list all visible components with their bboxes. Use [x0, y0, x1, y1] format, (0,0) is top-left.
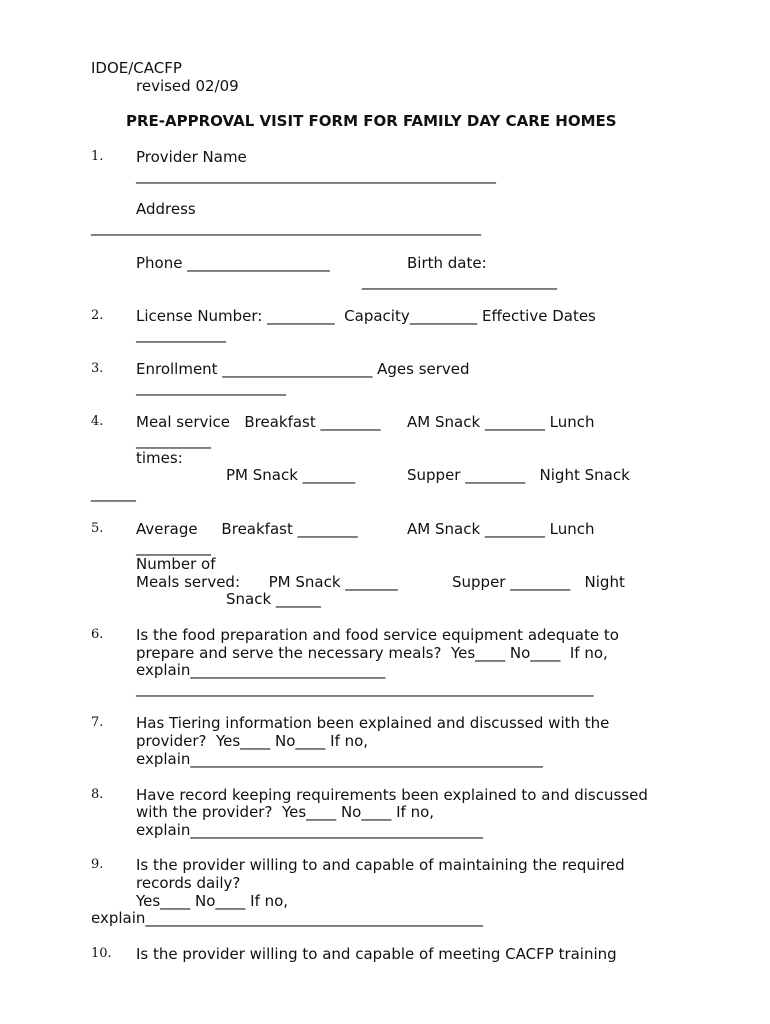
average-lunch-field[interactable]: __________: [136, 538, 211, 556]
question-6-line-2[interactable]: prepare and serve the necessary meals? Yes____ No____ If no,: [136, 644, 608, 662]
meal-service-pm-snack[interactable]: PM Snack _______: [226, 466, 356, 484]
item-number-3: 3.: [91, 361, 104, 376]
question-6-line-1: Is the food preparation and food service equipment adequate to: [136, 626, 619, 644]
average-meals-served-pm[interactable]: Meals served: PM Snack _______: [136, 573, 398, 591]
address-label: Address: [136, 200, 196, 218]
item-number-4: 4.: [91, 414, 104, 429]
meal-service-supper-night[interactable]: Supper ________ Night Snack: [407, 466, 630, 484]
ages-served-field[interactable]: ____________________: [136, 378, 286, 396]
meal-service-breakfast[interactable]: Meal service Breakfast ________: [136, 413, 381, 431]
item-number-7: 7.: [91, 715, 104, 730]
item-number-1: 1.: [91, 149, 104, 164]
header-org: IDOE/CACFP: [91, 59, 182, 77]
meal-service-times-label: times:: [136, 449, 183, 467]
license-capacity-row[interactable]: License Number: _________ Capacity_________ Effective Dates: [136, 307, 596, 325]
question-6-explain[interactable]: explain__________________________: [136, 661, 386, 679]
effective-dates-field[interactable]: ____________: [136, 325, 226, 343]
question-9-line-1: Is the provider willing to and capable of maintaining the required: [136, 856, 625, 874]
provider-name-field[interactable]: ________________________________________________: [136, 166, 496, 184]
item-number-6: 6.: [91, 627, 104, 642]
average-breakfast[interactable]: Average Breakfast ________: [136, 520, 358, 538]
question-9-yes-no[interactable]: Yes____ No____ If no,: [136, 892, 289, 910]
question-8-explain[interactable]: explain_______________________________________: [136, 821, 483, 839]
average-supper-night[interactable]: Supper ________ Night: [452, 573, 625, 591]
enrollment-row[interactable]: Enrollment ____________________ Ages served: [136, 360, 470, 378]
item-number-2: 2.: [91, 308, 104, 323]
item-number-10: 10.: [91, 946, 112, 961]
question-9-explain[interactable]: explain_____________________________________________: [91, 909, 483, 927]
form-title: PRE-APPROVAL VISIT FORM FOR FAMILY DAY CARE HOMES: [126, 112, 617, 130]
birth-date-field[interactable]: __________________________: [362, 272, 557, 290]
phone-field[interactable]: Phone ___________________: [136, 254, 330, 272]
meal-service-night-snack-field[interactable]: ______: [91, 484, 136, 502]
question-9-line-2: records daily?: [136, 874, 241, 892]
average-am-snack-lunch[interactable]: AM Snack ________ Lunch: [407, 520, 595, 538]
average-night-snack-field[interactable]: Snack ______: [226, 590, 321, 608]
provider-name-label: Provider Name: [136, 148, 247, 166]
item-number-5: 5.: [91, 521, 104, 536]
item-number-8: 8.: [91, 787, 104, 802]
question-6-explain-line[interactable]: _____________________________________________________________: [136, 679, 594, 697]
header-revised: revised 02/09: [136, 77, 239, 95]
meal-service-lunch-field[interactable]: __________: [136, 431, 211, 449]
address-field[interactable]: ____________________________________________________: [91, 218, 481, 236]
birth-date-label: Birth date:: [407, 254, 487, 272]
average-number-of-label: Number of: [136, 555, 216, 573]
question-7-explain[interactable]: explain_______________________________________________: [136, 750, 543, 768]
question-10-line-1: Is the provider willing to and capable of meeting CACFP training: [136, 945, 617, 963]
question-8-line-2[interactable]: with the provider? Yes____ No____ If no,: [136, 803, 435, 821]
item-number-9: 9.: [91, 857, 104, 872]
question-7-line-2[interactable]: provider? Yes____ No____ If no,: [136, 732, 369, 750]
meal-service-am-snack-lunch[interactable]: AM Snack ________ Lunch: [407, 413, 595, 431]
question-8-line-1: Have record keeping requirements been explained to and discussed: [136, 786, 648, 804]
question-7-line-1: Has Tiering information been explained and discussed with the: [136, 714, 610, 732]
